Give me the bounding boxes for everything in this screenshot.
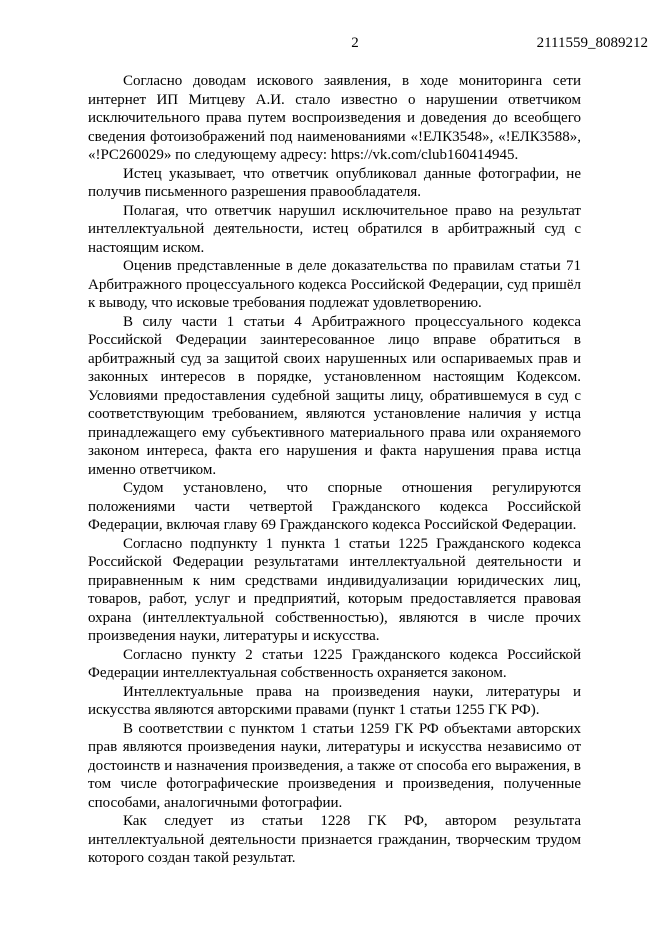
paragraph: В соответствии с пунктом 1 статьи 1259 ГК РФ объектами авторских прав являются произведения науки, литературы и искусства независимо от достоинств и назначения произведения, а также от способа его выражения, в том числе фотографические произведения и произведения, полученные способами, аналогичными фотографии. xyxy=(88,720,581,811)
paragraph: Как следует из статьи 1228 ГК РФ, автором результата интеллектуальной деятельности признается гражданин, творческим трудом которого создан такой результат. xyxy=(88,813,581,866)
paragraph: Согласно пункту 2 статьи 1225 Гражданского кодекса Российской Федерации интеллектуальная собственность охраняется законом. xyxy=(88,646,581,681)
paragraph: В силу части 1 статьи 4 Арбитражного процессуального кодекса Российской Федерации заинтересованное лицо вправе обратиться в арбитражный суд за защитой своих нарушенных или оспариваемых прав и законных интересов в порядке, установленном настоящим Кодексом. Условиями предоставления судебной защиты лицу, обратившемуся в суд с соответствующим требованием, являются установление наличия у истца принадлежащего ему субъективного материального права или охраняемого законом интереса, факта его нарушения и факта нарушения права истца именно ответчиком. xyxy=(88,313,581,478)
page-number: 2 xyxy=(351,35,359,51)
paragraph: Согласно доводам искового заявления, в ходе мониторинга сети интернет ИП Митцеву А.И. стало известно о нарушении ответчиком исключительного права путем воспроизведения и доведения до всеобщего сведения фотоизображений под наименованиями «!ЕЛК3548», «!ЕЛК3588», «!PC260029» по следующему адресу: https://vk.com/club160414945. xyxy=(88,73,581,163)
paragraph: Полагая, что ответчик нарушил исключительное право на результат интеллектуальной деятельности, истец обратился в арбитражный суд с настоящим иском. xyxy=(88,202,581,256)
document-body xyxy=(88,72,581,868)
paragraph: Согласно подпункту 1 пункта 1 статьи 1225 Гражданского кодекса Российской Федерации результатами интеллектуальной деятельности и приравненным к ним средствами индивидуализации юридических лиц, товаров, работ, услуг и предприятий, которым предоставляется правовая охрана (интеллектуальной собственностью), являются в числе прочих произведения науки, литературы и искусства. xyxy=(88,535,581,644)
paragraph: Судом установлено, что спорные отношения регулируются положениями части четвертой Гражданского кодекса Российской Федерации, включая главу 69 Гражданского кодекса Российской Федерации. xyxy=(88,480,581,533)
paragraph: Интеллектуальные права на произведения науки, литературы и искусства являются авторскими правами (пункт 1 статьи 1255 ГК РФ). xyxy=(88,683,581,718)
paragraph: Истец указывает, что ответчик опубликовал данные фотографии, не получив письменного разрешения правообладателя. xyxy=(88,165,581,200)
document-number: 2111559_8089212 xyxy=(536,35,648,51)
paragraph: Оценив представленные в деле доказательства по правилам статьи 71 Арбитражного процессуального кодекса Российской Федерации, суд пришёл к выводу, что исковые требования подлежат удовлетворению. xyxy=(88,258,581,311)
